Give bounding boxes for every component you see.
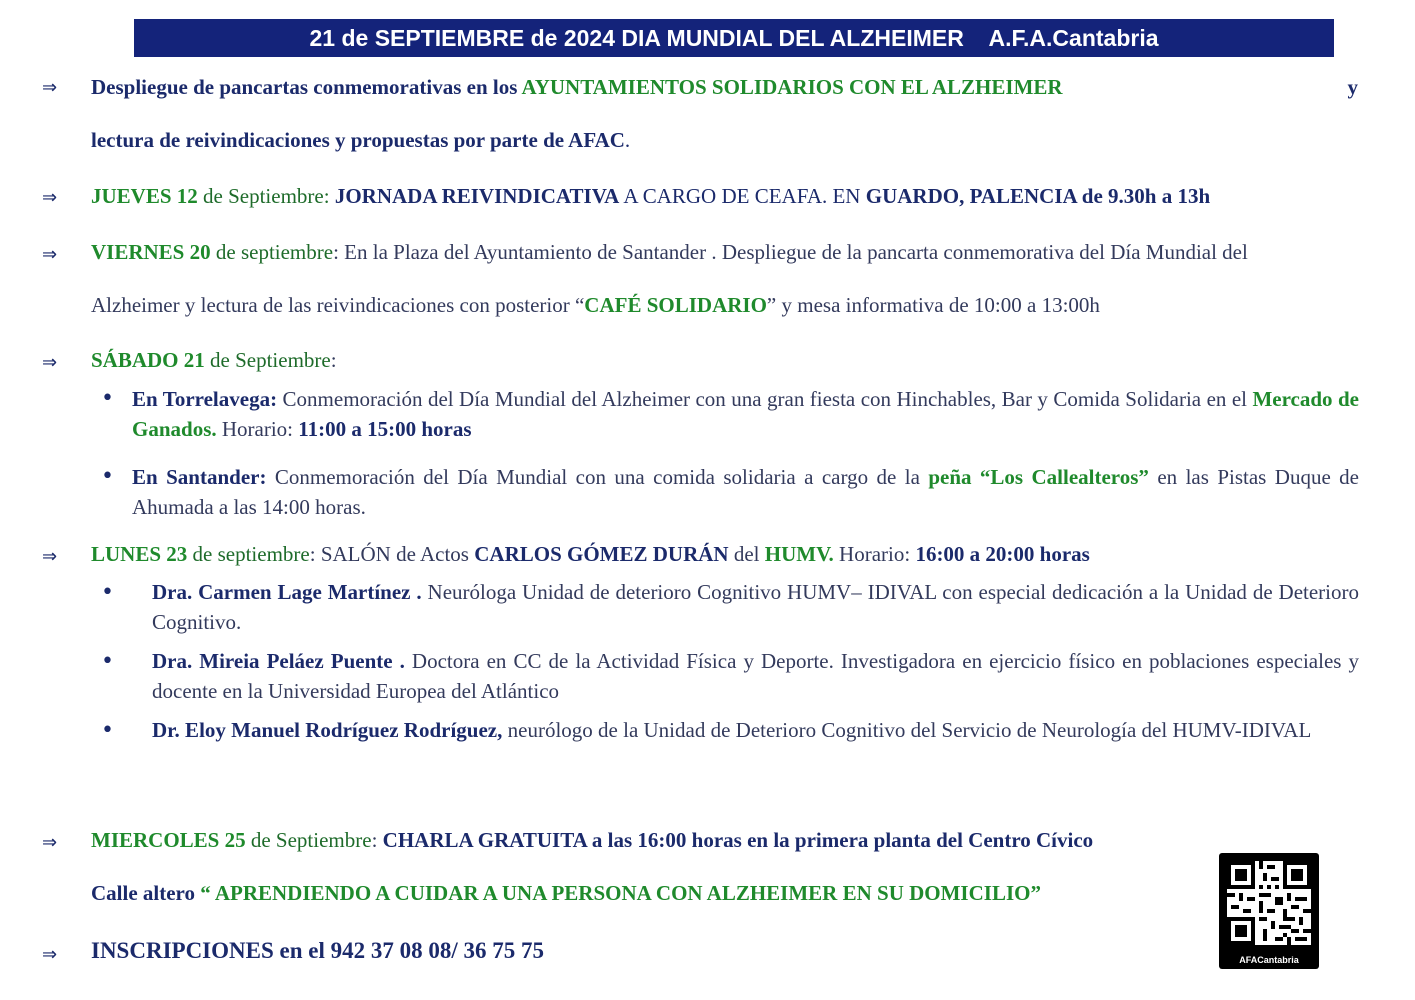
carlos-gomez-duran: CARLOS GÓMEZ DURÁN — [474, 542, 729, 566]
jueves-day: JUEVES 12 — [91, 184, 198, 208]
mercado-de-ganados: Mercado de Ganados. — [132, 387, 1359, 441]
bullet-icon: • — [101, 649, 114, 674]
sabado-month: de Septiembre — [204, 348, 331, 372]
jueves-month: de Septiembre: — [197, 184, 335, 208]
miercoles-line1 — [91, 827, 1093, 853]
sabado-colon: : — [330, 348, 337, 372]
arrow-icon: ⇒ — [42, 77, 58, 98]
viernes-line1 — [91, 239, 1248, 265]
jueves-text: A CARGO DE CEAFA. EN — [619, 184, 866, 208]
speaker-desc: Neuróloga Unidad de deterioro Cognitivo HUMV– IDIVAL con especial dedicación a la Unidad de Deterioro Cognitivo. — [152, 580, 1359, 634]
arrow-icon: ⇒ — [42, 944, 58, 965]
viernes-text: : En la Plaza del Ayuntamiento de Santander . Despliegue de la pancarta conmemorativa del Día Mundial del — [333, 240, 1248, 264]
torrelavega-text: Conmemoración del Día Mundial del Alzheimer con una gran fiesta con Hinchables, Bar y Comida Solidaria en el — [277, 387, 1253, 411]
miercoles-line2 — [91, 880, 1041, 906]
miercoles-colon: : — [371, 828, 383, 852]
viernes-text-3: ” y mesa informativa de 10:00 a 13:00h — [766, 293, 1100, 317]
bullet-icon: • — [101, 718, 114, 743]
viernes-text-2: Alzheimer y lectura de las reivindicaciones con posterior “ — [91, 293, 585, 317]
speaker-name: Dr. Eloy Manuel Rodríguez Rodríguez, — [152, 718, 503, 742]
qr-code[interactable] — [1219, 853, 1319, 969]
despliegue-line1 — [91, 74, 1358, 100]
speaker-item — [152, 715, 1359, 745]
sabado-day: SÁBADO 21 — [91, 348, 205, 372]
arrow-icon: ⇒ — [42, 352, 58, 373]
speaker-name: Dra. Mireia Peláez Puente . — [152, 649, 405, 673]
lunes-text: : SALÓN de Actos — [309, 542, 475, 566]
bullet-icon: • — [101, 464, 114, 489]
page-title: 21 de SEPTIEMBRE de 2024 DIA MUNDIAL DEL ALZHEIMER A.F.A.Cantabria — [134, 19, 1334, 57]
santander-text: Conmemoración del Día Mundial con una comida solidaria a cargo de la — [266, 465, 929, 489]
speaker-desc: neurólogo de la Unidad de Deterioro Cognitivo del Servicio de Neurología del HUMV-IDIVAL — [502, 718, 1312, 742]
torrelavega-item — [132, 384, 1359, 444]
lunes-month: de septiembre — [187, 542, 310, 566]
viernes-line2 — [91, 292, 1100, 318]
inscripciones-line — [91, 938, 544, 964]
cafe-solidario: CAFÉ SOLIDARIO — [584, 293, 767, 317]
phone-number: 942 37 08 08/ 36 75 75 — [330, 938, 545, 963]
speaker-name: Dra. Carmen Lage Martínez . — [152, 580, 422, 604]
lunes-text-3: Horario: — [833, 542, 916, 566]
inscripciones-label: INSCRIPCIONES — [91, 938, 274, 963]
torrelavega-hora: 11:00 a 15:00 horas — [298, 417, 472, 441]
santander-item — [132, 462, 1359, 522]
arrow-icon: ⇒ — [42, 546, 58, 567]
viernes-month: de septiembre — [210, 240, 334, 264]
sabado-line — [91, 347, 337, 373]
humv: HUMV. — [764, 542, 834, 566]
qr-label: AFACantabria — [1239, 955, 1299, 965]
santander-text-2: en las Pistas Duque de Ahumada a las 14:00 horas. — [132, 465, 1359, 519]
despliegue-period: . — [624, 128, 631, 152]
despliegue-y: y — [1347, 75, 1358, 99]
arrow-icon: ⇒ — [42, 832, 58, 853]
arrow-icon: ⇒ — [42, 187, 58, 208]
jueves-line — [91, 183, 1210, 209]
ayuntamientos-solidarios: AYUNTAMIENTOS SOLIDARIOS CON EL ALZHEIMER — [521, 75, 1063, 99]
santander-label: En Santander: — [132, 465, 267, 489]
arrow-icon: ⇒ — [42, 244, 58, 265]
speaker-desc: Doctora en CC de la Actividad Física y Deporte. Investigadora en ejercicio físico en poblaciones especiales y docente en la Universidad Europea del Atlántico — [152, 649, 1359, 703]
miercoles-day: MIERCOLES 25 — [91, 828, 246, 852]
lunes-line — [91, 541, 1090, 567]
speaker-item — [152, 577, 1359, 637]
lunes-hora: 16:00 a 20:00 horas — [915, 542, 1090, 566]
despliegue-line2 — [91, 127, 630, 153]
torrelavega-horario: Horario: — [216, 417, 299, 441]
lunes-text-2: del — [728, 542, 765, 566]
pena-callealteros: peña “Los Callealteros” — [928, 465, 1149, 489]
miercoles-month: de Septiembre — [245, 828, 372, 852]
calle-altero: Calle altero — [91, 881, 201, 905]
despliegue-text-2: lectura de reivindicaciones y propuestas por parte de AFAC — [91, 128, 625, 152]
speaker-item — [152, 646, 1359, 706]
viernes-day: VIERNES 20 — [91, 240, 211, 264]
jornada-reivindicativa: JORNADA REIVINDICATIVA — [334, 184, 620, 208]
charla-title: “ APRENDIENDO A CUIDAR A UNA PERSONA CON ALZHEIMER EN SU DOMICILIO” — [200, 881, 1041, 905]
guardo-palencia: GUARDO, PALENCIA de 9.30h a 13h — [865, 184, 1211, 208]
inscripciones-text: en el — [273, 938, 331, 963]
bullet-icon: • — [101, 580, 114, 605]
qr-code-icon — [1227, 861, 1311, 945]
despliegue-text: Despliegue de pancartas conmemorativas en los — [91, 75, 522, 99]
lunes-day: LUNES 23 — [91, 542, 188, 566]
bullet-icon: • — [101, 386, 114, 411]
charla-gratuita: CHARLA GRATUITA a las 16:00 horas en la primera planta del Centro Cívico — [382, 828, 1094, 852]
torrelavega-label: En Torrelavega: — [132, 387, 278, 411]
